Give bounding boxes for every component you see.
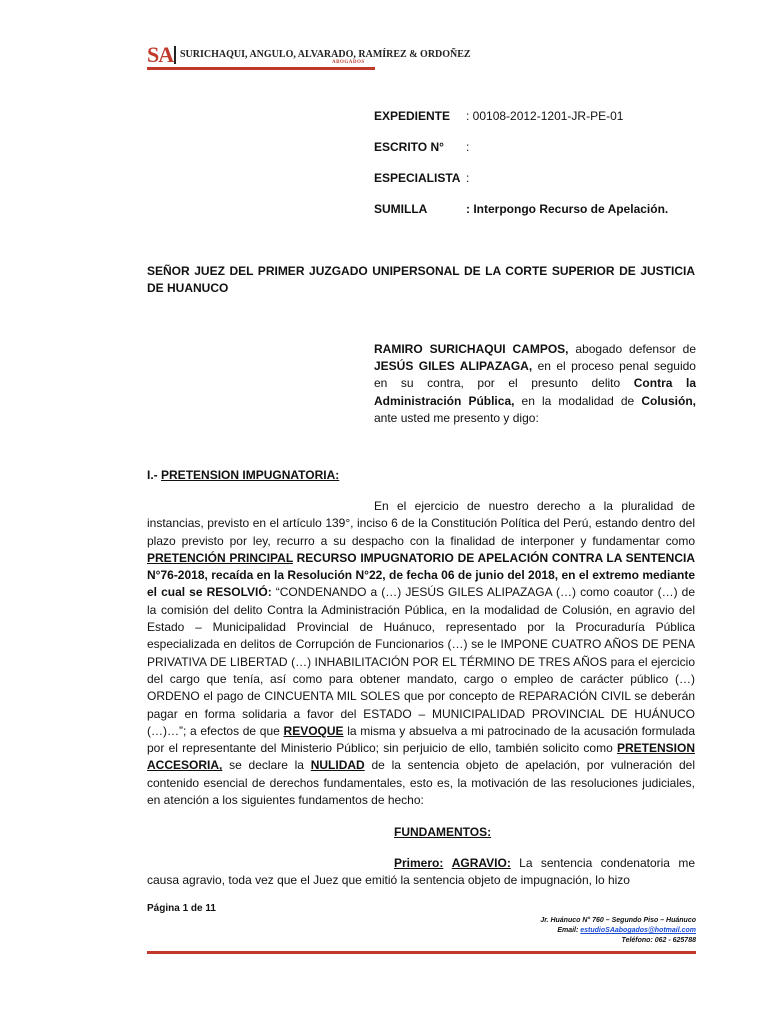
body-text-bold: RECURSO IMPUGNATORIO DE APELACIÓN CONTRA LA SENTENCIA N°76-2018, recaída en la Resolución N°22, de fecha 06 de junio del 2018, en el extremo mediante el cual se RESOLVIÓ: <box>147 550 695 600</box>
body-text: “CONDENANDO a (…) JESÚS GILES ALIPAZAGA (…) como coautor (…) de la comisión del delito Contra la Administración Pública, en la modalidad de Colusión, en agravio del Estado – Municipalidad Provincial de Huánuco, representado por la Procuraduría Pública especializada en delitos de Corrupción de Funcionarios (…) se le IMPONE CUATRO AÑOS DE PENA PRIVATIVA DE LIBERTAD (…) INHABILITACIÓN POR EL TÉRMINO DE TRES AÑOS para el ejercicio del cargo que tenía, así como para obtener mandato, cargo o empleo de carácter público (…) ORDENO el pago de CINCUENTA MIL SOLES que por concepto de REPARACIÓN CIVIL se deberán pagar en forma solidaria a favor del ESTADO – MUNICIPALIDAD PROVINCIAL DE HUÁNUCO (…)…”; a efectos de que <box>147 585 696 738</box>
email-label: Email: <box>557 927 581 934</box>
section-title: PRETENSION IMPUGNATORIA: <box>161 468 340 482</box>
body-text: se declare la <box>222 758 311 773</box>
logo-initials: SA <box>147 42 174 67</box>
meta-value: : Interpongo Recurso de Apelación. <box>466 202 669 216</box>
header-rule <box>147 67 375 70</box>
intro-text: en la modalidad de <box>514 393 642 408</box>
body-text: La sentencia condenatoria me causa agravio, toda vez que el Juez que emitió la sentencia objeto de impugnación, lo hizo <box>147 856 695 888</box>
addressee: SEÑOR JUEZ DEL PRIMER JUZGADO UNIPERSONAL DE LA CORTE SUPERIOR DE JUSTICIA DE HUANUCO <box>147 264 695 295</box>
primero-label: Primero: <box>394 856 444 870</box>
meta-value: : <box>466 171 470 185</box>
letterhead-logo <box>147 42 471 67</box>
revoque: REVOQUE <box>283 723 344 738</box>
meta-label: ESCRITO N° <box>374 140 444 154</box>
intro-text: abogado defensor de <box>568 342 696 356</box>
address: Jr. Huánuco N° 760 – Segundo Piso – Huánuco <box>540 917 696 924</box>
intro-paragraph <box>374 341 696 427</box>
firm-name: SURICHAQUI, ANGULO, ALVARADO, RAMÍREZ & ORDOÑEZ <box>180 49 471 60</box>
logo-divider <box>174 46 176 64</box>
footer-rule <box>147 951 696 954</box>
attorney-name: RAMIRO SURICHAQUI CAMPOS, <box>374 342 569 356</box>
fundamentos-heading: FUNDAMENTOS: <box>394 825 492 839</box>
modality: Colusión, <box>641 393 696 408</box>
intro-text: en el proceso penal seguido en su contra, por el presunto delito <box>374 359 696 391</box>
meta-label: ESPECIALISTA <box>374 171 461 185</box>
pretension-paragraph <box>147 498 695 809</box>
intro-text: ante usted me presento y digo: <box>374 410 539 425</box>
phone: Teléfono: 062 - 625788 <box>621 937 696 944</box>
section-heading <box>147 468 339 482</box>
contact-block <box>540 916 696 946</box>
body-text: de la sentencia objeto de apelación, por vulneración del contenido esencial de derechos fundamentales, esto es, la motivación de las resoluciones judiciales, en atención a los siguientes fundamentos de hecho: <box>147 758 695 808</box>
body-text: la misma y absuelva a mi patrocinado de la acusación formulada por el representante del Ministerio Público; sin perjuicio de ello, también solicito como <box>147 723 696 756</box>
agravio-label: AGRAVIO: <box>451 856 511 870</box>
email-link[interactable]: estudioSAabogados@hotmail.com <box>580 927 696 934</box>
primero-paragraph <box>147 855 695 890</box>
section-number: I.- <box>147 468 158 482</box>
meta-label: SUMILLA <box>374 202 428 216</box>
body-text: En el ejercicio de nuestro derecho a la pluralidad de instancias, previsto en el artículo 139°, inciso 6 de la Constitución Política del Perú, estando dentro del plazo previsto por ley, recurro a su despacho con la finalidad de interponer y fundamentar como <box>147 499 695 548</box>
pretension-principal: PRETENCIÓN PRINCIPAL <box>147 550 293 565</box>
firm-subtitle: ABOGADOS <box>332 60 365 65</box>
client-name: JESÚS GILES ALIPAZAGA, <box>374 359 533 374</box>
page-number: Página 1 de 11 <box>147 903 216 914</box>
pretension-accesoria: PRETENSION ACCESORIA, <box>147 741 695 773</box>
meta-value: : 00108-2012-1201-JR-PE-01 <box>466 109 624 123</box>
crime: Contra la Administración Pública, <box>374 376 696 408</box>
meta-label: EXPEDIENTE <box>374 109 451 123</box>
nulidad: NULIDAD <box>310 758 365 773</box>
email-line <box>540 926 696 936</box>
meta-value: : <box>466 140 470 154</box>
